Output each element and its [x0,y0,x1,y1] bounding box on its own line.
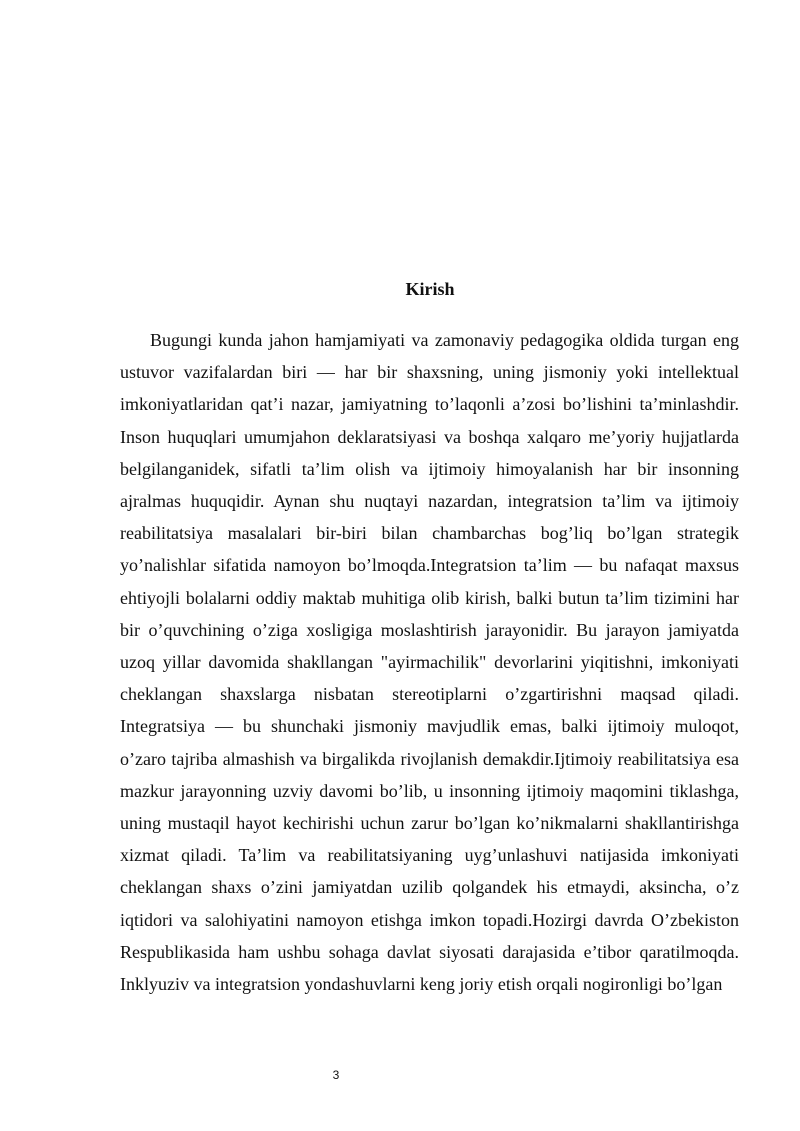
section-heading: Kirish [405,279,455,299]
body-paragraph: Bugungi kunda jahon hamjamiyati va zamonaviy pedagogika oldida turgan eng ustuvor vazifalardan biri — har bir shaxsning, uning jismoniy yoki intellektual imkoniyatlaridan qat’i nazar, jamiyatning to’laqonli a’zosi bo’lishini ta’minlashdir. Inson huquqlari umumjahon deklaratsiyasi va boshqa xalqaro me’yoriy hujjatlarda belgilanganidek, sifatli ta’lim olish va ijtimoiy himoyalanish har bir insonning ajralmas huquqidir. Aynan shu nuqtayi nazardan, integratsion ta’lim va ijtimoiy reabilitatsiya masalalari bir-biri bilan chambarchas bog’liq bo’lgan strategik yo’nalishlar sifatida namoyon bo’lmoqda.Integratsion ta’lim — bu nafaqat maxsus ehtiyojli bolalarni oddiy maktab muhitiga olib kirish, balki butun ta’lim tizimini har bir o’quvchining o’ziga xosligiga moslashtirish jarayonidir. Bu jarayon jamiyatda uzoq yillar davomida shakllangan "ayirmachilik" devorlarini yiqitishni, imkoniyati cheklangan shaxslarga nisbatan stereotiplarni o’zgartirishni maqsad qiladi. Integratsiya — bu shunchaki jismoniy mavjudlik emas, balki ijtimoiy muloqot, o’zaro tajriba almashish va birgalikda rivojlanish demakdir.Ijtimoiy reabilitatsiya esa mazkur jarayonning uzviy davomi bo’lib, u insonning ijtimoiy maqomini tiklashga, uning mustaqil hayot kechirishi uchun zarur bo’lgan ko’nikmalarni shakllantirishga xizmat qiladi. Ta’lim va reabilitatsiyaning uyg’unlashuvi natijasida imkoniyati cheklangan shaxs o’zini jamiyatdan uzilib qolgandek his etmaydi, aksincha, o’z iqtidori va salohiyatini namoyon etishga imkon topadi.Hozirgi davrda O’zbekiston Respublikasida ham ushbu sohaga davlat siyosati darajasida e’tibor qaratilmoqda. Inklyuziv va integratsion yondashuvlarni keng joriy etish orqali nogironligi bo’lgan [120,330,739,995]
page-number: 3 [332,1068,340,1082]
